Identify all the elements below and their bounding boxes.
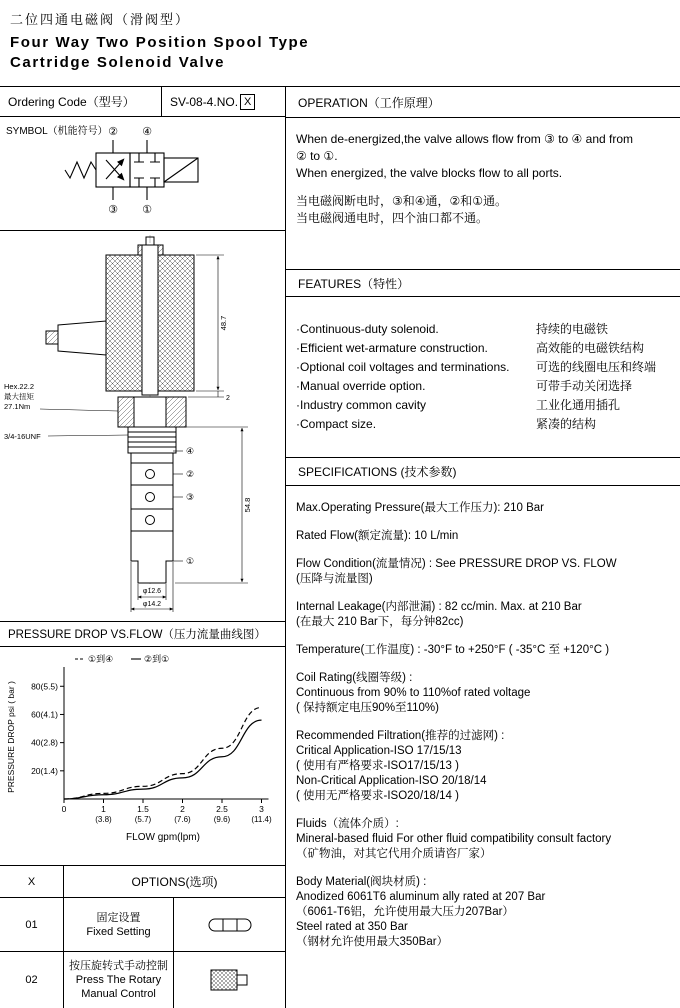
- svg-text:(7.6): (7.6): [174, 815, 191, 824]
- port-label-3: ③: [108, 204, 118, 216]
- spec-item-filtration: [296, 729, 674, 804]
- spec-item-rated-flow: [296, 529, 674, 544]
- symbol-section: [0, 117, 285, 231]
- svg-text:1.5: 1.5: [137, 804, 149, 814]
- cartridge-body: [131, 453, 173, 583]
- blocked-ports-symbol: [134, 153, 160, 187]
- pressure-chart-section: [0, 647, 285, 865]
- svg-text:20(1.4): 20(1.4): [31, 765, 58, 776]
- specifications-body: [286, 486, 680, 1008]
- spec-item-fluids: [296, 817, 674, 862]
- feature-item: [296, 396, 674, 415]
- spec-line: ( 保持额定电压90%至110%): [296, 702, 439, 714]
- port-label-1: ①: [142, 204, 152, 216]
- feature-text-cn: 可选的线圈电压和终端: [536, 360, 657, 374]
- terminal-connector: [58, 321, 106, 355]
- specifications-title: SPECIFICATIONS (技术参数): [286, 458, 680, 486]
- spec-line: Mineral-based fluid For other fluid compatibility consult factory: [296, 833, 612, 845]
- spec-line: （矿物油，对其它代用介质请咨厂家）: [296, 848, 492, 860]
- operation-text-en: When energized, the valve blocks flow to all ports.: [296, 166, 563, 180]
- feature-text-en: ·Optional coil voltages and terminations.: [296, 360, 510, 374]
- drawing-port-4: ④: [185, 446, 195, 456]
- svg-text:PRESSURE DROP psi ( bar ): PRESSURE DROP psi ( bar ): [6, 681, 16, 793]
- port-label-2: ②: [108, 126, 118, 138]
- spec-line: Temperature(工作温度) : -30°F to +250°F ( -35°C 至 +120°C ): [296, 644, 610, 656]
- svg-text:(3.8): (3.8): [95, 815, 112, 824]
- svg-text:80(5.5): 80(5.5): [31, 681, 58, 692]
- valve-position-right-box: [130, 153, 164, 187]
- option-icon-cell: [174, 898, 285, 952]
- feature-text-cn: 工业化通用插孔: [536, 398, 621, 412]
- option-name-cn: 固定设置: [96, 911, 141, 924]
- thread-leader-line: [48, 435, 128, 436]
- hex-leader-line: [40, 409, 118, 411]
- spec-line: ( 使用有严格要求-ISO17/15/13 ): [296, 760, 459, 772]
- ordering-code-row: [0, 87, 285, 117]
- feature-text-cn: 高效能的电磁铁结构: [536, 341, 645, 355]
- spec-line: Body Material(阀块材质) :: [296, 876, 427, 888]
- spec-item-flow-condition: [296, 557, 674, 587]
- spec-line: Non-Critical Application-ISO 20/18/14: [296, 775, 487, 787]
- spec-line: Continuous from 90% to 110%of rated voltage: [296, 687, 531, 699]
- left-column: [0, 87, 286, 1008]
- spec-item-max-pressure: [296, 501, 674, 516]
- svg-text:40(2.8): 40(2.8): [31, 737, 58, 748]
- drawing-port-2: ②: [185, 469, 195, 479]
- spec-item-body-material: [296, 875, 674, 950]
- spring-icon: [65, 162, 96, 178]
- feature-text-en: ·Compact size.: [296, 417, 377, 431]
- spec-line: (在最大 210 Bar下，每分钟82cc): [296, 616, 464, 628]
- spec-line: ( 使用无严格要求-ISO20/18/14 ): [296, 790, 459, 802]
- option-name-en: Fixed Setting: [86, 925, 151, 938]
- thread-section: [128, 427, 176, 453]
- svg-text:(11.4): (11.4): [251, 815, 272, 824]
- svg-text:1: 1: [101, 804, 106, 814]
- hex-label-torque-cn: 最大扭矩: [4, 392, 34, 401]
- feature-item: [296, 415, 674, 434]
- spec-line: Critical Application-ISO 17/15/13: [296, 745, 462, 757]
- dia-14-2: φ14.2: [142, 601, 162, 608]
- operation-text-en: ② to ①.: [296, 149, 338, 163]
- operation-body: [286, 118, 680, 270]
- symbol-section-label: SYMBOL（机能符号）: [6, 126, 108, 137]
- spec-line: Flow Condition(流量情况) : See PRESSURE DROP VS. FLOW: [296, 558, 617, 570]
- operation-text-en: When de-energized,the valve allows flow from ③ to ④ and from: [296, 132, 633, 146]
- spec-line: （钢材允许使用最大350Bar）: [296, 936, 449, 948]
- valve-position-left-box: [96, 153, 130, 187]
- ordering-code-value: [162, 87, 285, 116]
- port-label-4: ④: [142, 126, 152, 138]
- hex-label-size: Hex.22.2: [4, 382, 35, 391]
- drawing-port-1: ①: [185, 556, 195, 566]
- option-code: 01: [0, 898, 64, 952]
- spec-line: Fluids（流体介质）:: [296, 818, 399, 830]
- feature-item: [296, 320, 674, 339]
- spec-item-coil-rating: [296, 671, 674, 716]
- terminal-spade: [46, 331, 58, 344]
- option-name-en: Press The Rotary Manual Control: [75, 974, 162, 1000]
- svg-text:FLOW gpm(lpm): FLOW gpm(lpm): [126, 832, 200, 843]
- feature-text-en: ·Continuous-duty solenoid.: [296, 322, 439, 336]
- features-title: FEATURES（特性）: [286, 270, 680, 297]
- pressure-drop-chart: [0, 647, 286, 865]
- spec-line: Max.Operating Pressure(最大工作压力): 210 Bar: [296, 502, 544, 514]
- title-chinese: 二位四通电磁阀（滑阀型）: [10, 12, 191, 27]
- feature-text-en: ·Manual override option.: [296, 379, 426, 393]
- svg-text:0: 0: [61, 804, 67, 814]
- title-english-line2: Cartridge Solenoid Valve: [10, 54, 226, 71]
- option-code: 02: [0, 952, 64, 1008]
- feature-text-cn: 紧凑的结构: [536, 417, 597, 431]
- feature-item: [296, 358, 674, 377]
- page-header: [0, 0, 680, 87]
- operation-title: OPERATION（工作原理）: [286, 87, 680, 118]
- knurled-knob-icon: [210, 969, 250, 991]
- dia-12-6: φ12.6: [142, 588, 162, 595]
- thread-label: 3/4-16UNF: [4, 432, 41, 441]
- code-x-box: X: [240, 94, 255, 110]
- spec-line: (压降与流量图): [296, 573, 373, 585]
- feature-item: [296, 377, 674, 396]
- spec-item-temperature: [296, 643, 674, 658]
- hex-label-torque: 27.1Nm: [4, 402, 31, 411]
- feature-text-en: ·Efficient wet-armature construction.: [296, 341, 488, 355]
- spec-line: （6061-T6铝，允许使用最大压力207Bar）: [296, 906, 514, 918]
- feature-text-en: ·Industry common cavity: [296, 398, 427, 412]
- svg-text:60(4.1): 60(4.1): [31, 709, 58, 720]
- dim-2: 2: [226, 395, 230, 402]
- drawing-port-3: ③: [185, 492, 195, 502]
- option-name: [64, 898, 174, 952]
- options-table: [0, 865, 285, 1008]
- option-name: [64, 952, 174, 1008]
- dim-48-7: 48.7: [219, 315, 228, 331]
- svg-text:3: 3: [259, 804, 264, 814]
- drawing-section: [0, 231, 285, 621]
- armature-tube: [142, 245, 158, 395]
- svg-text:②到①: ②到①: [144, 654, 170, 664]
- options-header-label: OPTIONS(选项): [64, 866, 285, 898]
- svg-text:(5.7): (5.7): [134, 815, 152, 824]
- svg-text:2: 2: [180, 804, 185, 814]
- model-number: SV-08-4.NO.: [170, 94, 239, 109]
- svg-text:(9.6): (9.6): [213, 815, 231, 824]
- option-icon-cell: [174, 952, 285, 1008]
- pressure-section-header: PRESSURE DROP VS.FLOW（压力流量曲线图）: [0, 621, 285, 647]
- fixed-setting-icon: [208, 917, 252, 933]
- operation-text-cn: 当电磁阀通电时，四个油口都不通。: [296, 211, 489, 225]
- spec-item-internal-leakage: [296, 600, 674, 630]
- features-body: [286, 297, 680, 458]
- feature-text-cn: 可带手动关闭选择: [536, 379, 633, 393]
- spec-line: Steel rated at 350 Bar: [296, 921, 408, 933]
- options-header-x: X: [0, 866, 64, 898]
- spec-line: Coil Rating(线圈等级) :: [296, 672, 413, 684]
- right-column: [286, 87, 680, 1008]
- option-name-cn: 按压旋转式手动控制: [69, 960, 168, 972]
- svg-text:①到④: ①到④: [88, 654, 114, 664]
- ordering-code-label: Ordering Code（型号）: [0, 87, 162, 116]
- spec-line: Recommended Filtration(推荐的过滤网) :: [296, 730, 505, 742]
- spec-line: Anodized 6061T6 aluminum ally rated at 207 Bar: [296, 891, 546, 903]
- spec-line: Internal Leakage(内部泄漏) : 82 cc/min. Max. at 210 Bar: [296, 601, 582, 613]
- title-english-line1: Four Way Two Position Spool Type: [10, 34, 310, 51]
- feature-text-cn: 持续的电磁铁: [536, 322, 609, 336]
- svg-text:2.5: 2.5: [216, 804, 228, 814]
- dim-54-8: 54.8: [243, 497, 252, 513]
- valve-drawing-svg: [0, 231, 286, 621]
- operation-text-cn: 当电磁阀断电时，③和④通，②和①通。: [296, 194, 508, 208]
- feature-item: [296, 339, 674, 358]
- spec-line: Rated Flow(额定流量): 10 L/min: [296, 530, 459, 542]
